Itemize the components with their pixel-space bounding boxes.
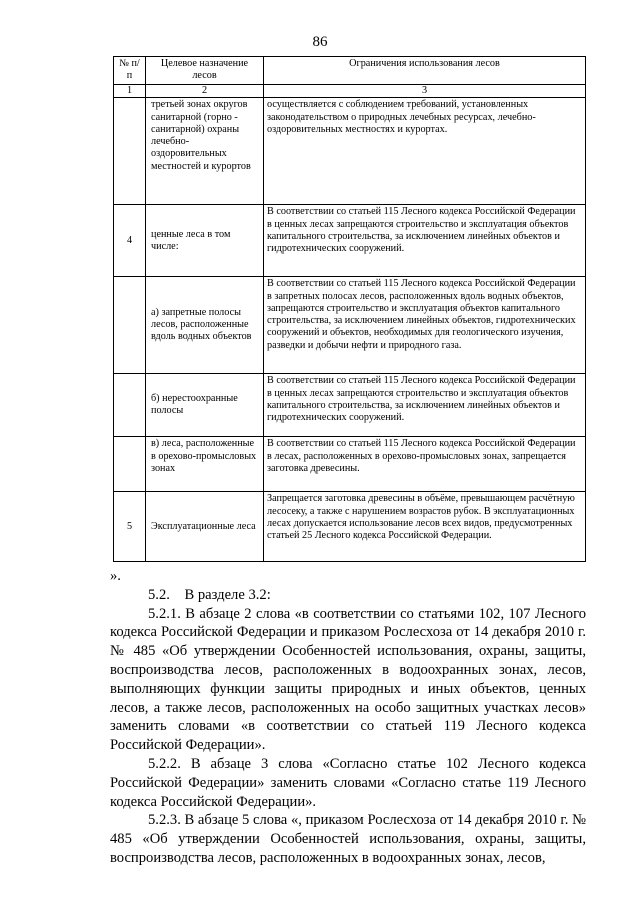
row-purpose: ценные леса в том числе: — [146, 205, 264, 277]
row-number: 4 — [114, 205, 146, 277]
row-restriction: В соответствии со статьей 115 Лесного кодекса Российской Федерации в лесах, расположенных в орехово-промысловых зонах, запрещается заготовка древесины. — [264, 437, 586, 492]
row-restriction: В соответствии со статьей 115 Лесного кодекса Российской Федерации в ценных лесах запрещаются строительство и эксплуатация объектов капитального строительства, за исключением линейных объектов и гидротехнических сооружений. — [264, 374, 586, 437]
row-number — [114, 277, 146, 374]
closing-quote: ». — [110, 568, 121, 584]
header-number: № п/п — [114, 57, 146, 85]
column-number: 2 — [146, 85, 264, 98]
table-row — [114, 374, 586, 437]
table-row — [114, 437, 586, 492]
column-number: 1 — [114, 85, 146, 98]
row-number — [114, 98, 146, 205]
row-number — [114, 374, 146, 437]
table-row — [114, 205, 586, 277]
row-purpose: третьей зонах округов санитарной (горно - санитарной) охраны лечебно-оздоровительных местностей и курортов — [146, 98, 264, 205]
row-purpose: Эксплуатационные леса — [146, 492, 264, 562]
table-row — [114, 492, 586, 562]
header-restrictions: Ограничения использования лесов — [264, 57, 586, 85]
row-purpose: в) леса, расположенные в орехово-промысловых зонах — [146, 437, 264, 492]
table-row — [114, 277, 586, 374]
paragraph-5-2-1: 5.2.1. В абзаце 2 слова «в соответствии со статьями 102, 107 Лесного кодекса Российской Федерации и приказом Рослесхоза от 14 декабря 2010 г. № 485 «Об утверждении Особенностей использования, охраны, защиты, воспроизводства лесов, расположенных в водоохранных зонах, лесов, выполняющих функции защиты природных и иных объектов, ценных лесов, а также лесов, расположенных на особо защитных участках лесов» заменить словами «в соответствии со статьей 119 Лесного кодекса Российской Федерации». — [110, 605, 586, 754]
paragraph-section: 5.2. В разделе 3.2: — [148, 586, 271, 603]
header-purpose: Целевое назначение лесов — [146, 57, 264, 85]
row-purpose: а) запретные полосы лесов, расположенные вдоль водных объектов — [146, 277, 264, 374]
row-purpose: б) нерестоохранные полосы — [146, 374, 264, 437]
row-restriction: В соответствии со статьей 115 Лесного кодекса Российской Федерации в ценных лесах запрещаются строительство и эксплуатация объектов капитального строительства, за исключением линейных объектов и гидротехнических сооружений. — [264, 205, 586, 277]
forest-restrictions-table — [113, 56, 586, 562]
page-number: 86 — [312, 34, 328, 50]
row-restriction: осуществляется с соблюдением требований, установленных законодательством о природных лечебных ресурсах, лечебно-оздоровительных местностях и курортах. — [264, 98, 586, 205]
column-number: 3 — [264, 85, 586, 98]
row-number — [114, 437, 146, 492]
row-number: 5 — [114, 492, 146, 562]
row-restriction: Запрещается заготовка древесины в объёме, превышающем расчётную лесосеку, а также с нарушением возрастов рубок. В эксплуатационных лесах допускается использование лесов всех видов, предусмотренных статьей 25 Лесного кодекса Российской Федерации. — [264, 492, 586, 562]
column-number-row — [114, 85, 586, 98]
paragraph-5-2-2: 5.2.2. В абзаце 3 слова «Согласно статье 102 Лесного кодекса Российской Федерации» заменить словами «Согласно статье 119 Лесного кодекса Российской Федерации». — [110, 755, 586, 810]
table-row — [114, 98, 586, 205]
row-restriction: В соответствии со статьей 115 Лесного кодекса Российской Федерации в запретных полосах лесов, расположенных вдоль водных объектов, запрещаются строительство и эксплуатация объектов капитального строительства, за исключением линейных объектов, гидротехнических сооружений и объектов, необходимых для геологического изучения, разведки и добычи нефти и природного газа. — [264, 277, 586, 374]
document-body — [110, 567, 586, 868]
table-header-row — [114, 57, 586, 85]
paragraph-5-2-3: 5.2.3. В абзаце 5 слова «, приказом Рослесхоза от 14 декабря 2010 г. № 485 «Об утверждении Особенностей использования, охраны, защиты, воспроизводства лесов, расположенных в водоохранных зонах, лесов, — [110, 812, 586, 866]
